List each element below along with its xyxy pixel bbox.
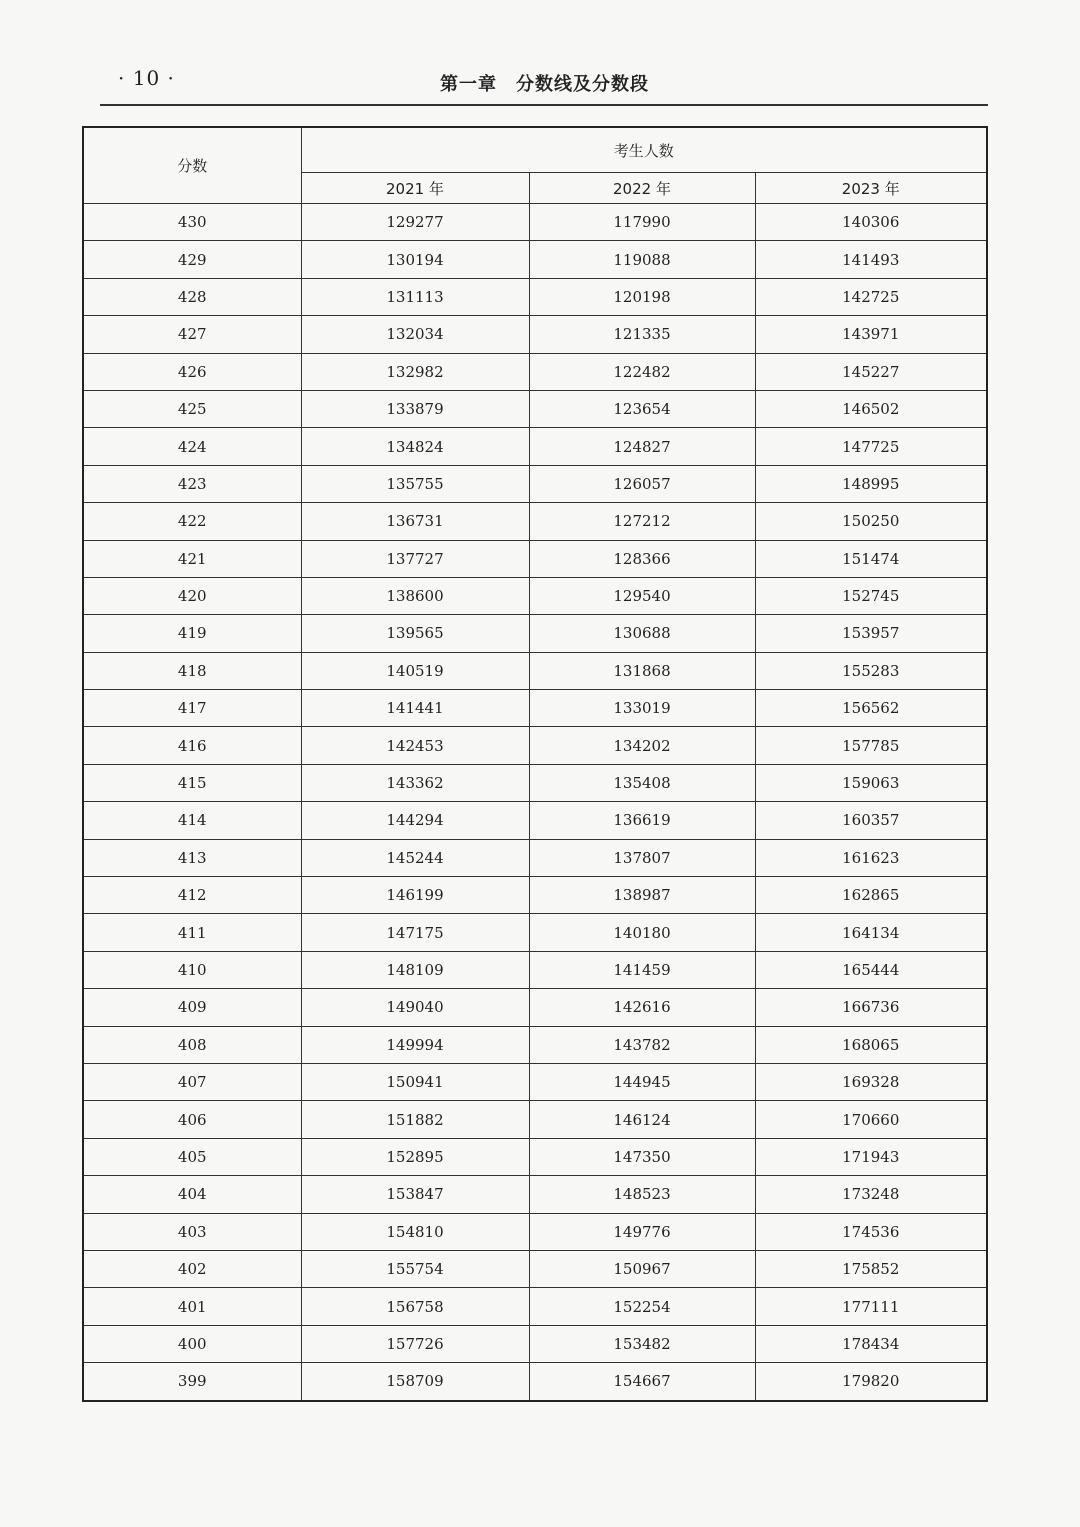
table-row xyxy=(83,428,987,465)
table-row xyxy=(83,615,987,652)
table-row xyxy=(83,278,987,315)
count-2023-cell: 178434 xyxy=(755,1325,987,1362)
count-2021-cell: 149040 xyxy=(301,989,529,1026)
count-2022-cell: 142616 xyxy=(529,989,755,1026)
count-2021-cell: 132982 xyxy=(301,353,529,390)
table-row xyxy=(83,1176,987,1213)
count-2021-cell: 147175 xyxy=(301,914,529,951)
score-cell: 399 xyxy=(83,1363,301,1401)
count-2023-cell: 145227 xyxy=(755,353,987,390)
count-2022-cell: 141459 xyxy=(529,951,755,988)
score-cell: 412 xyxy=(83,877,301,914)
count-2021-cell: 153847 xyxy=(301,1176,529,1213)
count-2023-cell: 173248 xyxy=(755,1176,987,1213)
count-2021-cell: 146199 xyxy=(301,877,529,914)
count-2022-cell: 134202 xyxy=(529,727,755,764)
count-2021-cell: 135755 xyxy=(301,465,529,502)
count-2022-cell: 126057 xyxy=(529,465,755,502)
count-2023-cell: 146502 xyxy=(755,390,987,427)
count-2023-cell: 157785 xyxy=(755,727,987,764)
count-2022-cell: 131868 xyxy=(529,652,755,689)
score-cell: 402 xyxy=(83,1250,301,1287)
count-2023-cell: 164134 xyxy=(755,914,987,951)
count-2022-cell: 147350 xyxy=(529,1138,755,1175)
count-2023-cell: 140306 xyxy=(755,204,987,241)
score-cell: 408 xyxy=(83,1026,301,1063)
score-cell: 416 xyxy=(83,727,301,764)
count-2023-cell: 147725 xyxy=(755,428,987,465)
page-header xyxy=(100,62,988,102)
score-cell: 405 xyxy=(83,1138,301,1175)
year-header-2023: 2023 年 xyxy=(755,173,987,204)
count-2022-cell: 148523 xyxy=(529,1176,755,1213)
table-row xyxy=(83,390,987,427)
table-row xyxy=(83,1363,987,1401)
table-row xyxy=(83,839,987,876)
count-2023-cell: 169328 xyxy=(755,1063,987,1100)
table-row xyxy=(83,241,987,278)
count-2022-cell: 146124 xyxy=(529,1101,755,1138)
count-2022-cell: 152254 xyxy=(529,1288,755,1325)
count-2021-cell: 154810 xyxy=(301,1213,529,1250)
score-cell: 410 xyxy=(83,951,301,988)
count-2021-cell: 139565 xyxy=(301,615,529,652)
table-row xyxy=(83,1325,987,1362)
candidate-count-group-header: 考生人数 xyxy=(301,127,987,173)
count-2022-cell: 121335 xyxy=(529,316,755,353)
count-2021-cell: 138600 xyxy=(301,577,529,614)
table-row xyxy=(83,877,987,914)
count-2022-cell: 144945 xyxy=(529,1063,755,1100)
count-2022-cell: 153482 xyxy=(529,1325,755,1362)
count-2021-cell: 156758 xyxy=(301,1288,529,1325)
count-2022-cell: 136619 xyxy=(529,802,755,839)
table-row xyxy=(83,652,987,689)
count-2023-cell: 171943 xyxy=(755,1138,987,1175)
count-2021-cell: 129277 xyxy=(301,204,529,241)
count-2022-cell: 138987 xyxy=(529,877,755,914)
count-2022-cell: 117990 xyxy=(529,204,755,241)
score-cell: 407 xyxy=(83,1063,301,1100)
table-body xyxy=(83,204,987,1401)
table-row xyxy=(83,316,987,353)
score-cell: 414 xyxy=(83,802,301,839)
score-cell: 425 xyxy=(83,390,301,427)
count-2022-cell: 135408 xyxy=(529,764,755,801)
score-cell: 401 xyxy=(83,1288,301,1325)
year-header-2022: 2022 年 xyxy=(529,173,755,204)
count-2023-cell: 141493 xyxy=(755,241,987,278)
table-row xyxy=(83,802,987,839)
count-2021-cell: 142453 xyxy=(301,727,529,764)
count-2021-cell: 137727 xyxy=(301,540,529,577)
count-2021-cell: 150941 xyxy=(301,1063,529,1100)
score-cell: 403 xyxy=(83,1213,301,1250)
count-2021-cell: 144294 xyxy=(301,802,529,839)
count-2022-cell: 120198 xyxy=(529,278,755,315)
chapter-title: 第一章 分数线及分数段 xyxy=(440,74,649,95)
score-cell: 419 xyxy=(83,615,301,652)
count-2023-cell: 170660 xyxy=(755,1101,987,1138)
count-2023-cell: 160357 xyxy=(755,802,987,839)
count-2021-cell: 149994 xyxy=(301,1026,529,1063)
count-2021-cell: 152895 xyxy=(301,1138,529,1175)
table-row xyxy=(83,1063,987,1100)
score-cell: 418 xyxy=(83,652,301,689)
count-2023-cell: 156562 xyxy=(755,690,987,727)
score-cell: 413 xyxy=(83,839,301,876)
count-2022-cell: 137807 xyxy=(529,839,755,876)
count-2023-cell: 168065 xyxy=(755,1026,987,1063)
score-cell: 428 xyxy=(83,278,301,315)
count-2023-cell: 142725 xyxy=(755,278,987,315)
year-header-2021: 2021 年 xyxy=(301,173,529,204)
table-row xyxy=(83,989,987,1026)
count-2021-cell: 140519 xyxy=(301,652,529,689)
count-2023-cell: 175852 xyxy=(755,1250,987,1287)
table-row xyxy=(83,540,987,577)
count-2021-cell: 148109 xyxy=(301,951,529,988)
table-row xyxy=(83,1101,987,1138)
count-2023-cell: 161623 xyxy=(755,839,987,876)
page-number: · 10 · xyxy=(118,66,175,90)
count-2022-cell: 149776 xyxy=(529,1213,755,1250)
score-column-header: 分数 xyxy=(83,127,301,204)
count-2021-cell: 145244 xyxy=(301,839,529,876)
score-cell: 424 xyxy=(83,428,301,465)
table-row xyxy=(83,690,987,727)
count-2022-cell: 143782 xyxy=(529,1026,755,1063)
count-2023-cell: 143971 xyxy=(755,316,987,353)
count-2022-cell: 123654 xyxy=(529,390,755,427)
count-2022-cell: 122482 xyxy=(529,353,755,390)
score-cell: 423 xyxy=(83,465,301,502)
count-2021-cell: 157726 xyxy=(301,1325,529,1362)
count-2023-cell: 148995 xyxy=(755,465,987,502)
table-row xyxy=(83,465,987,502)
table-row xyxy=(83,1288,987,1325)
count-2023-cell: 159063 xyxy=(755,764,987,801)
table-row xyxy=(83,1213,987,1250)
score-cell: 417 xyxy=(83,690,301,727)
count-2022-cell: 154667 xyxy=(529,1363,755,1401)
score-cell: 426 xyxy=(83,353,301,390)
table-row xyxy=(83,1026,987,1063)
score-cell: 427 xyxy=(83,316,301,353)
count-2022-cell: 127212 xyxy=(529,503,755,540)
score-distribution-table-container xyxy=(82,126,986,1402)
count-2022-cell: 124827 xyxy=(529,428,755,465)
count-2022-cell: 119088 xyxy=(529,241,755,278)
score-cell: 400 xyxy=(83,1325,301,1362)
count-2022-cell: 150967 xyxy=(529,1250,755,1287)
table-row xyxy=(83,727,987,764)
score-cell: 421 xyxy=(83,540,301,577)
table-row xyxy=(83,353,987,390)
table-row xyxy=(83,204,987,241)
score-cell: 429 xyxy=(83,241,301,278)
count-2021-cell: 134824 xyxy=(301,428,529,465)
count-2021-cell: 133879 xyxy=(301,390,529,427)
table-row xyxy=(83,951,987,988)
count-2021-cell: 141441 xyxy=(301,690,529,727)
count-2023-cell: 177111 xyxy=(755,1288,987,1325)
count-2022-cell: 130688 xyxy=(529,615,755,652)
score-cell: 404 xyxy=(83,1176,301,1213)
count-2022-cell: 128366 xyxy=(529,540,755,577)
score-cell: 420 xyxy=(83,577,301,614)
count-2021-cell: 151882 xyxy=(301,1101,529,1138)
count-2021-cell: 131113 xyxy=(301,278,529,315)
score-cell: 409 xyxy=(83,989,301,1026)
table-row xyxy=(83,764,987,801)
score-cell: 430 xyxy=(83,204,301,241)
score-distribution-table xyxy=(82,126,988,1402)
count-2023-cell: 166736 xyxy=(755,989,987,1026)
count-2021-cell: 155754 xyxy=(301,1250,529,1287)
header-rule xyxy=(100,104,988,106)
score-cell: 422 xyxy=(83,503,301,540)
count-2023-cell: 153957 xyxy=(755,615,987,652)
count-2023-cell: 174536 xyxy=(755,1213,987,1250)
count-2021-cell: 158709 xyxy=(301,1363,529,1401)
count-2023-cell: 152745 xyxy=(755,577,987,614)
count-2022-cell: 133019 xyxy=(529,690,755,727)
score-cell: 411 xyxy=(83,914,301,951)
count-2022-cell: 129540 xyxy=(529,577,755,614)
count-2021-cell: 132034 xyxy=(301,316,529,353)
count-2023-cell: 155283 xyxy=(755,652,987,689)
table-row xyxy=(83,1250,987,1287)
count-2023-cell: 162865 xyxy=(755,877,987,914)
score-cell: 415 xyxy=(83,764,301,801)
count-2021-cell: 143362 xyxy=(301,764,529,801)
table-row xyxy=(83,914,987,951)
count-2023-cell: 150250 xyxy=(755,503,987,540)
count-2023-cell: 179820 xyxy=(755,1363,987,1401)
table-row xyxy=(83,577,987,614)
count-2023-cell: 165444 xyxy=(755,951,987,988)
table-header xyxy=(83,127,987,204)
count-2021-cell: 130194 xyxy=(301,241,529,278)
count-2023-cell: 151474 xyxy=(755,540,987,577)
count-2021-cell: 136731 xyxy=(301,503,529,540)
table-row xyxy=(83,1138,987,1175)
count-2022-cell: 140180 xyxy=(529,914,755,951)
table-row xyxy=(83,503,987,540)
score-cell: 406 xyxy=(83,1101,301,1138)
